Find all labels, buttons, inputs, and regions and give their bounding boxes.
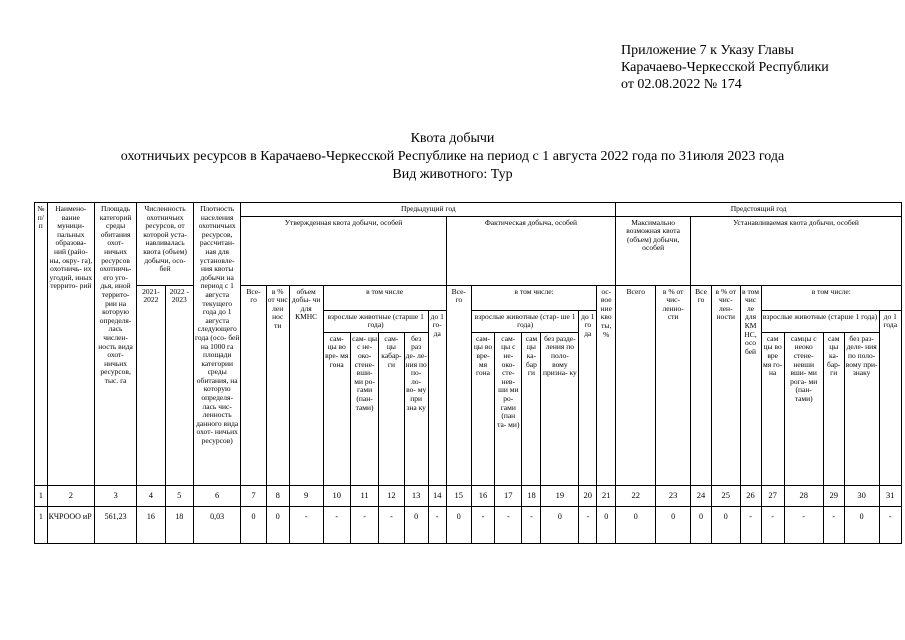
column-number-15: 15: [446, 485, 471, 506]
column-number-7: 7: [241, 485, 266, 506]
table-cell-col-11: -: [350, 506, 378, 543]
table-cell-col-7: 0: [241, 506, 266, 543]
header-approved-nosex: без раз де- ле- ния по по- ло- во- му при зна ку: [404, 332, 428, 485]
column-number-27: 27: [761, 485, 784, 506]
header-area: Площадь категорий среды обитания охот- ничьих ресурсов охотничь- его уго- дья, иной террито- рии на которую определя- лась числен- ность вида охот- ничьих ресурсов, тыс. га: [95, 203, 137, 486]
table-cell-col-14: -: [428, 506, 446, 543]
table-cell-col-26: -: [740, 506, 761, 543]
header-set-nosex: без раз- деле- ния по поло- вому при- знаку: [844, 332, 879, 485]
title-line-3: Вид животного: Тур: [392, 167, 513, 182]
table-cell-col-22: 0: [616, 506, 656, 543]
quota-table: [34, 202, 902, 544]
table-cell-col-5: 18: [165, 506, 193, 543]
column-number-2: 2: [47, 485, 94, 506]
header-actual-under1: до 1 го да: [579, 310, 597, 485]
appendix-line-2: Карачаево-Черкесской Республики: [621, 60, 829, 75]
table-row: [35, 506, 902, 543]
header-approved-pct: в % от чис лен нос ти: [266, 285, 289, 485]
title-line-1: Квота добычи: [410, 131, 495, 146]
header-approved-under1: до 1 го- да: [428, 310, 446, 485]
appendix-line-3: от 02.08.2022 № 174: [621, 77, 742, 92]
column-number-9: 9: [289, 485, 323, 506]
header-density: Плотность населения охотничьих ресурсов, рассчитан- ная для установле- ния квоты добычи на период с 1 августа текущего года до 1 августа следующего года (осо- бей на 1000 га площади категории среды обитания, на которую определя- лась чис- ленность данного вида охот- ничьих ресурсов): [193, 203, 240, 486]
header-set-total: Все го: [691, 285, 712, 485]
appendix-header: [621, 42, 829, 93]
table-cell-col-10: -: [323, 506, 350, 543]
column-number-10: 10: [323, 485, 350, 506]
title-line-2: охотничьих ресурсов в Карачаево-Черкесской Республике на период с 1 августа 2022 года по 31июля 2023 года: [120, 149, 785, 164]
table-cell-col-1: 1: [35, 506, 48, 543]
header-municipal: Наимено- вание муници- пальных образова- ний (райо- ны, окру- га), охотничь- их угодий, иных террито- рий: [47, 203, 94, 486]
column-number-19: 19: [541, 485, 579, 506]
header-actual-rut: сам- цы во вре- мя гона: [471, 332, 494, 485]
table-cell-col-23: 0: [656, 506, 691, 543]
column-number-25: 25: [712, 485, 740, 506]
table-cell-col-16: -: [471, 506, 494, 543]
header-pop-2022: 2022 - 2023: [165, 285, 193, 485]
column-number-24: 24: [691, 485, 712, 506]
column-number-31: 31: [879, 485, 902, 506]
header-row-1: [35, 203, 902, 217]
header-approved-total: Все- го: [241, 285, 266, 485]
header-actual-antlers: сам- цы с не- око- сте- нев- ши ми ро- гами (пан та- ми): [495, 332, 522, 485]
header-approved-adults: взрослые животные (старше 1 года): [323, 310, 428, 332]
table-cell-col-6: 0,03: [193, 506, 240, 543]
table-cell-col-19: 0: [541, 506, 579, 543]
table-cell-col-4: 16: [137, 506, 165, 543]
column-number-29: 29: [823, 485, 844, 506]
column-number-20: 20: [579, 485, 597, 506]
table-cell-col-30: 0: [844, 506, 879, 543]
header-next-year: Предстоящий год: [616, 203, 902, 217]
header-set-kmns: в том чис ле для КМ НС, осо бей: [740, 285, 761, 485]
column-number-5: 5: [165, 485, 193, 506]
document-title: [0, 130, 905, 184]
header-set-incl: в том числе:: [761, 285, 901, 310]
table-cell-col-25: 0: [712, 506, 740, 543]
table-cell-col-17: -: [495, 506, 522, 543]
header-prev-year: Предыдущий год: [241, 203, 616, 217]
column-number-22: 22: [616, 485, 656, 506]
column-number-12: 12: [379, 485, 404, 506]
table-cell-col-3: 561,23: [95, 506, 137, 543]
table-cell-col-27: -: [761, 506, 784, 543]
table-cell-col-15: 0: [446, 506, 471, 543]
header-max-total: Всего: [616, 285, 656, 485]
header-approved-incl: в том числе: [323, 285, 446, 310]
column-number-row: [35, 485, 902, 506]
table-cell-col-21: 0: [597, 506, 616, 543]
column-number-13: 13: [404, 485, 428, 506]
table-cell-col-20: -: [579, 506, 597, 543]
column-number-4: 4: [137, 485, 165, 506]
header-set-pct: в % от чис- лен- ности: [712, 285, 740, 485]
header-max-quota: Максимально возможная квота (объем) добычи, особей: [616, 216, 691, 285]
table-cell-col-29: -: [823, 506, 844, 543]
table-cell-col-9: -: [289, 506, 323, 543]
header-row-3: [35, 285, 902, 310]
column-number-6: 6: [193, 485, 240, 506]
table-cell-col-31: -: [879, 506, 902, 543]
table-cell-col-18: -: [522, 506, 541, 543]
column-number-23: 23: [656, 485, 691, 506]
header-actual-adults: взрослые животные (стар- ше 1 года): [471, 310, 578, 332]
column-number-17: 17: [495, 485, 522, 506]
header-num: № п/ п: [35, 203, 48, 486]
header-actual-incl: в том числе:: [471, 285, 596, 310]
header-approved-antlers: сам- цы с не- око- стене- вши- ми ро- гами (пан- тами): [350, 332, 378, 485]
table-cell-col-2: КЧРООО иР: [47, 506, 94, 543]
table-cell-col-28: -: [784, 506, 823, 543]
header-population: Численность охотничьих ресурсов, от которой уста- навливалась квота (объем) добычи, осо- бей: [137, 203, 194, 286]
table-cell-col-24: 0: [691, 506, 712, 543]
header-max-pct: в % от чис- ленно- сти: [656, 285, 691, 485]
header-actual-total: Все- го: [446, 285, 471, 485]
table-cell-col-13: 0: [404, 506, 428, 543]
column-number-21: 21: [597, 485, 616, 506]
table-cell-col-8: 0: [266, 506, 289, 543]
header-set-quota: Устанавливаемая квота добычи, особей: [691, 216, 902, 285]
column-number-8: 8: [266, 485, 289, 506]
header-mastered: ос- вое ние кво ты, %: [597, 285, 616, 485]
header-set-under1: до 1 года: [879, 310, 902, 485]
column-number-1: 1: [35, 485, 48, 506]
header-set-adults: взрослые животные (старше 1 года): [761, 310, 879, 332]
header-actual-harvest: Фактическая добыча, особей: [446, 216, 616, 285]
header-approved-rut: сам- цы во вре- мя гона: [323, 332, 350, 485]
header-set-rut: сам цы во вре мя го- на: [761, 332, 784, 485]
header-approved-quota: Утвержденная квота добычи, особей: [241, 216, 446, 285]
column-number-11: 11: [350, 485, 378, 506]
header-kmns-volume: объем добы- чи для КМНС: [289, 285, 323, 485]
header-set-kabarga: сам цы ка- бар- ги: [823, 332, 844, 485]
header-set-antlers: самцы с неоко стене- невши вши- ми рога- ми (пан- тами): [784, 332, 823, 485]
header-pop-2021: 2021- 2022: [137, 285, 165, 485]
column-number-18: 18: [522, 485, 541, 506]
column-number-30: 30: [844, 485, 879, 506]
appendix-line-1: Приложение 7 к Указу Главы: [621, 43, 794, 58]
table-cell-col-12: -: [379, 506, 404, 543]
column-number-16: 16: [471, 485, 494, 506]
header-actual-kabarga: сам цы ка- бар ги: [522, 332, 541, 485]
column-number-14: 14: [428, 485, 446, 506]
header-actual-nosex: без разде- ления по поло- вому призна- ку: [541, 332, 579, 485]
column-number-26: 26: [740, 485, 761, 506]
column-number-28: 28: [784, 485, 823, 506]
column-number-3: 3: [95, 485, 137, 506]
header-approved-kabarga: сам- цы кабар- ги: [379, 332, 404, 485]
